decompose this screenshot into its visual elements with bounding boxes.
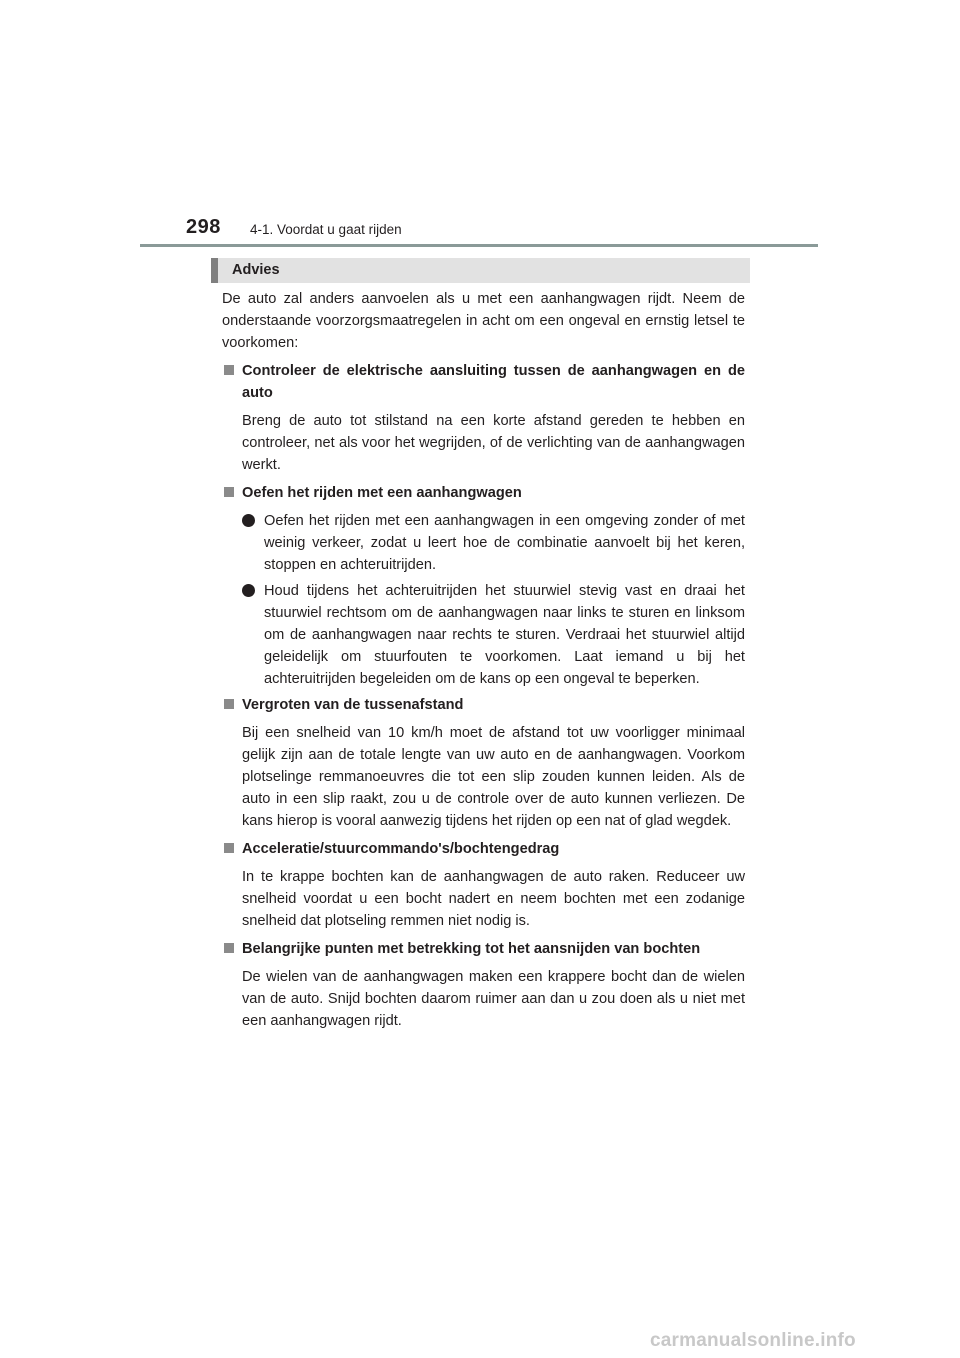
subsection-title-text: Oefen het rijden met een aanhangwagen <box>242 485 522 501</box>
caution-box <box>211 258 750 283</box>
subsection-text: In te krappe bochten kan de aanhangwagen de auto raken. Reduceer uw snelheid voordat u een bocht nadert en neem bochten met een zodanige snelheid dat plotseling remmen niet nodig is. <box>242 869 745 929</box>
caution-title: Advies <box>232 262 280 278</box>
square-bullet-icon <box>224 843 234 853</box>
subsection-title-text: Belangrijke punten met betrekking tot het aansnijden van bochten <box>242 941 701 957</box>
subsection-title <box>222 938 745 960</box>
subsection-title <box>222 838 745 860</box>
bullet-text: Oefen het rijden met een aanhangwagen in een omgeving zonder of met weinig verkeer, zodat u leert hoe de combinatie aanvoelt bij het keren, stoppen en achteruitrijden. <box>264 513 745 573</box>
bullet-item <box>222 580 745 690</box>
bullet-item <box>222 510 745 576</box>
subsection-title-text: Acceleratie/stuurcommando's/bochtengedrag <box>242 841 560 857</box>
subsection-title <box>222 360 745 404</box>
square-bullet-icon <box>224 365 234 375</box>
square-bullet-icon <box>224 699 234 709</box>
page-number: 298 <box>186 216 221 238</box>
bullet-text: Houd tijdens het achteruitrijden het stuurwiel stevig vast en draai het stuurwiel rechtsom om de aanhangwagen naar links te sturen en linksom om de aanhangwagen naar rechts te sturen. Verdraai het stuurwiel altijd geleidelijk om stuurfouten te voorkomen. Laat iemand u bij het achteruitrijden begeleiden om de kans op een ongeval te beperken. <box>264 583 745 687</box>
subsection-text: De wielen van de aanhangwagen maken een krappere bocht dan de wielen van de auto. Snijd bochten daarom ruimer aan dan u zou doen als u niet met een aanhangwagen rijdt. <box>242 969 745 1029</box>
caution-intro: De auto zal anders aanvoelen als u met een aanhangwagen rijdt. Neem de onderstaande voorzorgsmaatregelen in acht om een ongeval en ernstig letsel te voorkomen: <box>222 291 745 351</box>
subsection-title-text: Vergroten van de tussenafstand <box>242 697 464 713</box>
caution-content <box>222 288 745 1038</box>
section-title: 4-1. Voordat u gaat rijden <box>250 222 402 237</box>
square-bullet-icon <box>224 487 234 497</box>
subsection-text: Breng de auto tot stilstand na een korte afstand gereden te hebben en controleer, net als voor het wegrijden, of de verlichting van de aanhangwagen werkt. <box>242 413 745 473</box>
subsection-title <box>222 694 745 716</box>
watermark: carmanualsonline.info <box>650 1330 856 1351</box>
subsection-title <box>222 482 745 504</box>
circle-bullet-icon <box>242 584 255 597</box>
subsection-text: Bij een snelheid van 10 km/h moet de afstand tot uw voorligger minimaal gelijk zijn aan de totale lengte van uw auto en de aanhangwagen. Voorkom plotselinge remmanoeuvres die tot een slip zouden kunnen leiden. Als de auto in een slip raakt, zou u de controle over de auto kunnen verliezen. De kans hierop is vooral aanwezig tijdens het rijden op een nat of glad wegdek. <box>242 725 745 829</box>
subsection-title-text: Controleer de elektrische aansluiting tussen de aanhangwagen en de auto <box>242 363 745 401</box>
header-rule <box>140 244 818 247</box>
circle-bullet-icon <box>242 514 255 527</box>
square-bullet-icon <box>224 943 234 953</box>
